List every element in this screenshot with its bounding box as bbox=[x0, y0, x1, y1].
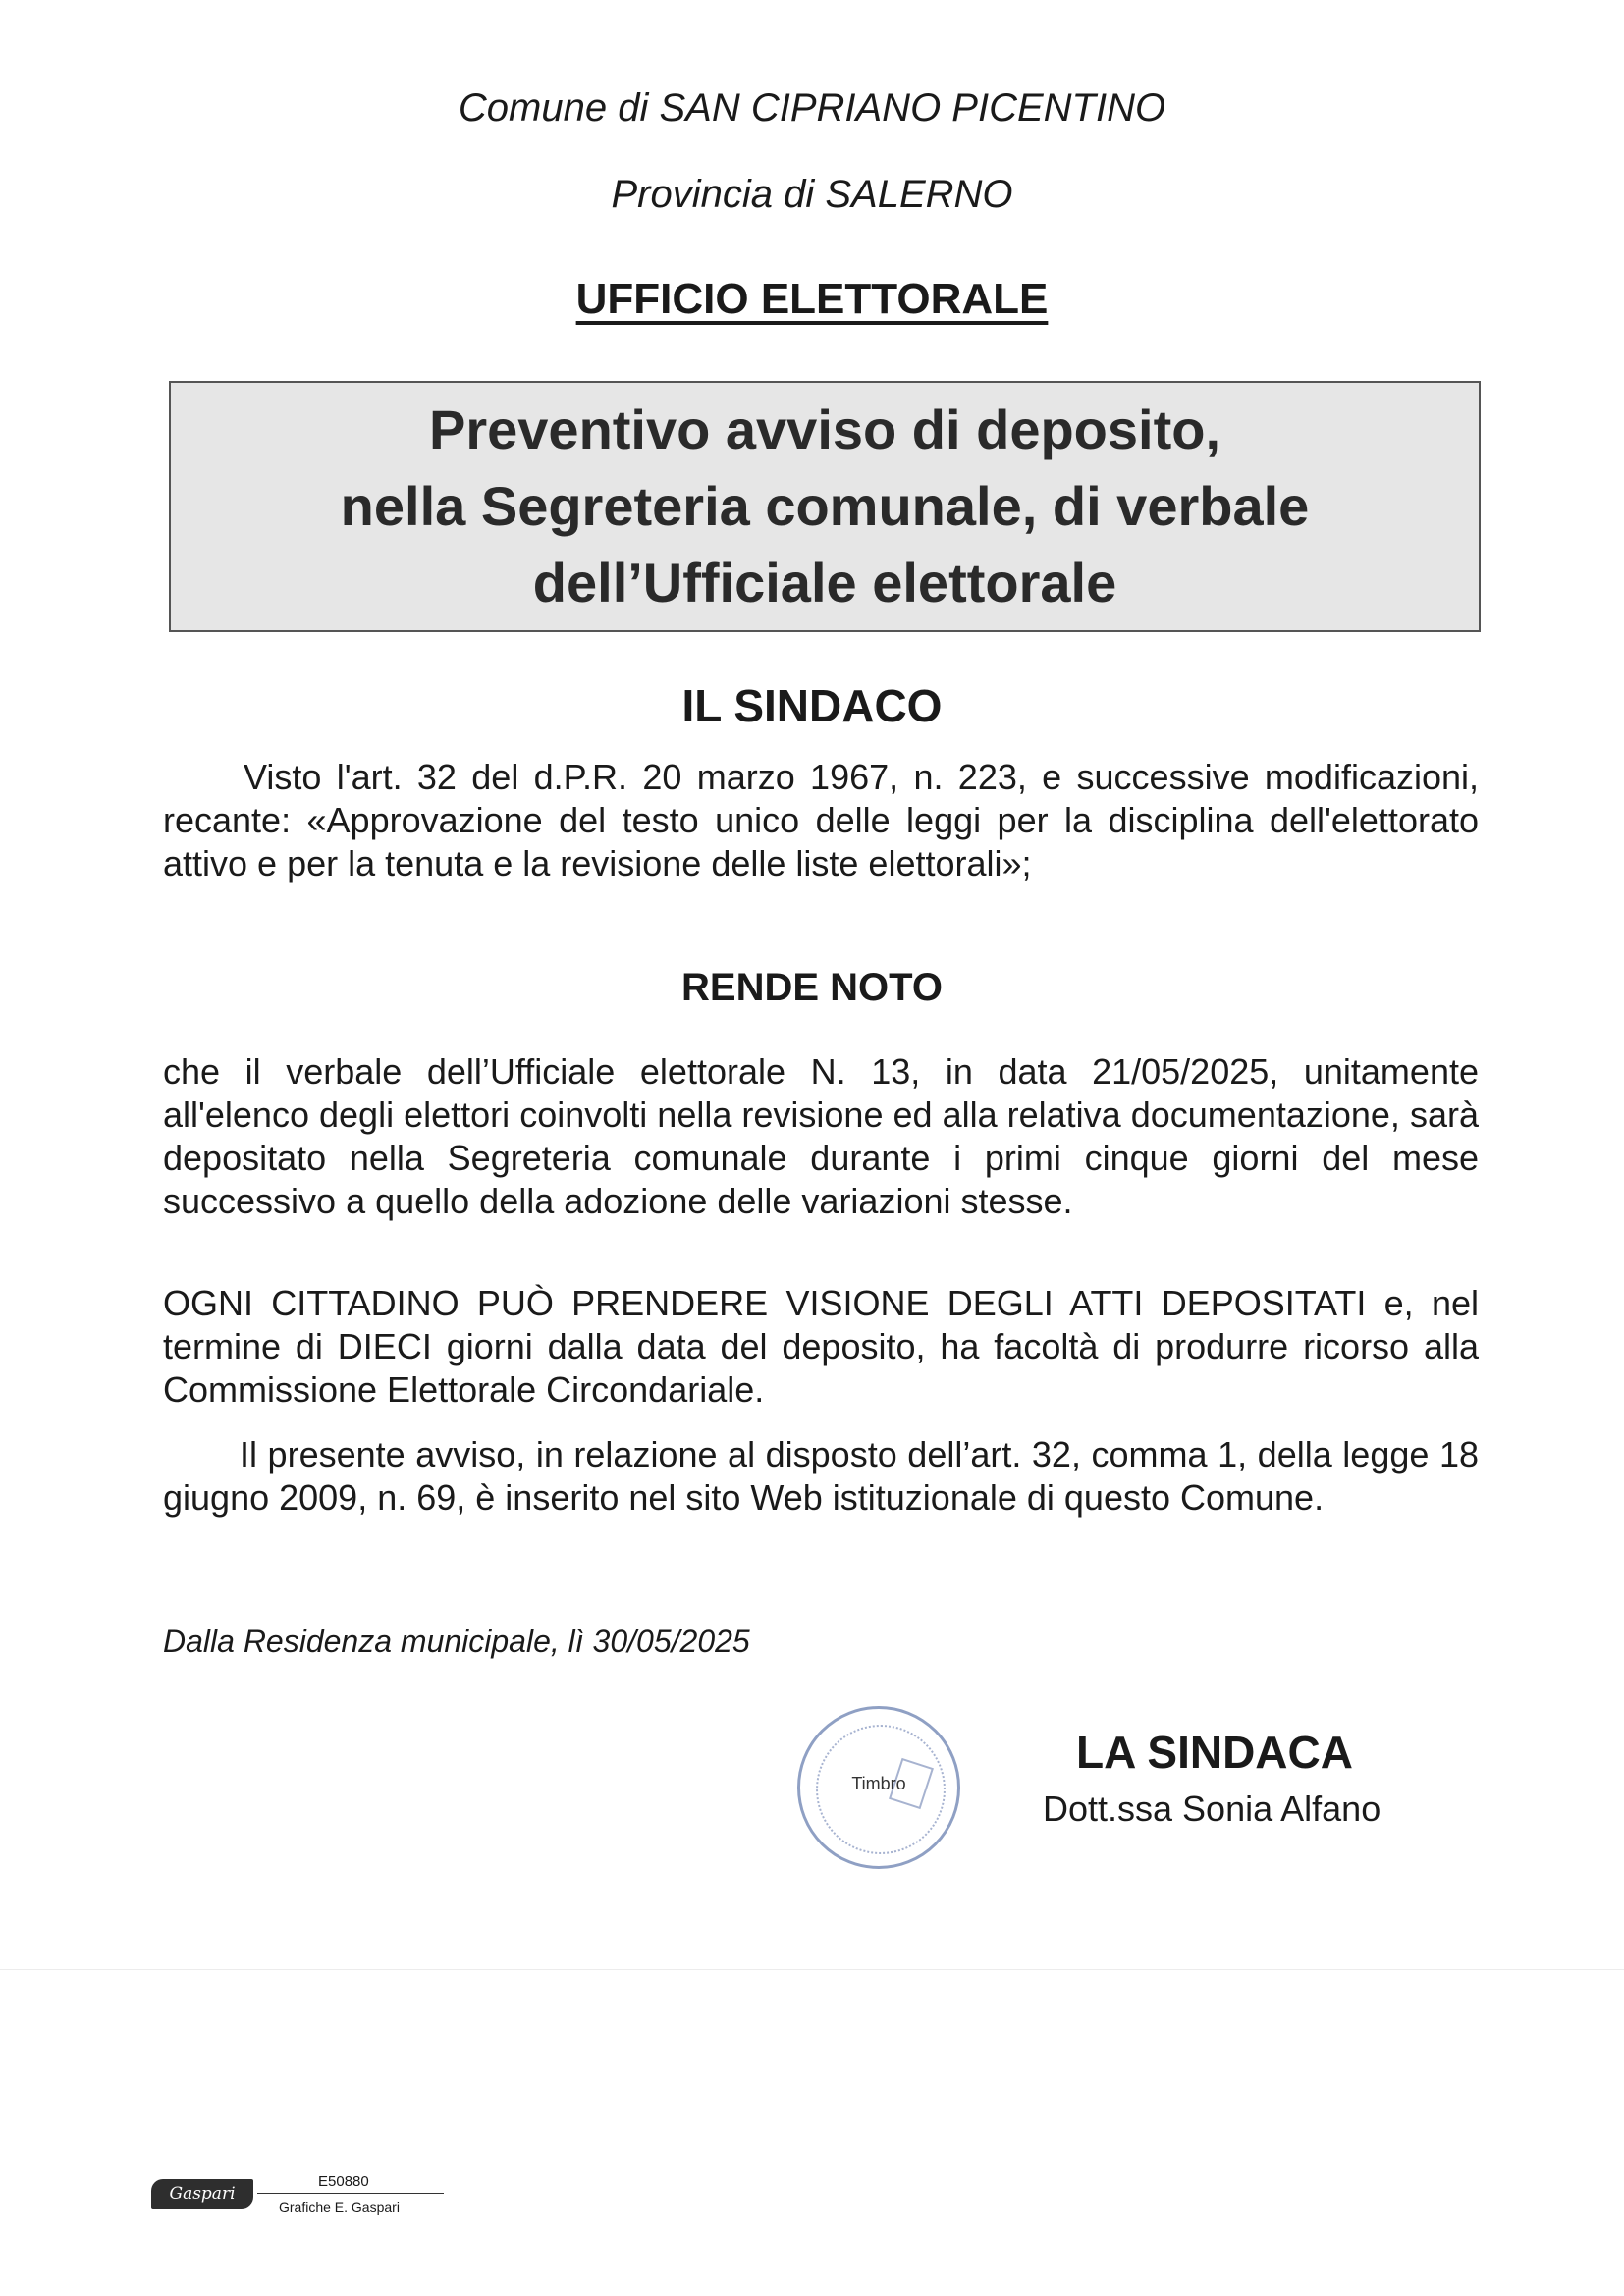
il-sindaco-heading: IL SINDACO bbox=[681, 680, 943, 731]
cittadino-paragraph: OGNI CITTADINO PUÒ PRENDERE VISIONE DEGLI ATTI DEPOSITATI e, nel termine di DIECI giorni dalla data del deposito, ha facoltà di produrre ricorso alla Commissione Elettorale Circondariale. bbox=[163, 1283, 1479, 1410]
printer-code: E50880 bbox=[318, 2173, 369, 2190]
ufficio-title: UFFICIO ELETTORALE bbox=[575, 275, 1049, 323]
printer-logo: Gaspari bbox=[151, 2179, 253, 2209]
notice-title-line: dell’Ufficiale elettorale bbox=[532, 552, 1117, 614]
notice-title-line: Preventivo avviso di deposito, bbox=[428, 399, 1220, 460]
rende-noto-heading: RENDE NOTO bbox=[681, 966, 943, 1009]
deposito-paragraph: che il verbale dell’Ufficiale elettorale N. 13, in data 21/05/2025, unitamente all'elenco degli elettori coinvolti nella revisione ed alla relativa documentazione, sarà depositato nella Segreteria comunale durante i primi cinque giorni del mese successivo a quello della adozione delle variazioni stesse. bbox=[163, 1051, 1479, 1221]
divider bbox=[0, 1969, 1624, 1970]
signer-name: Dott.ssa Sonia Alfano bbox=[1043, 1789, 1381, 1829]
notice-title-box bbox=[169, 381, 1481, 632]
printer-name: Grafiche E. Gaspari bbox=[279, 2199, 400, 2215]
notice-title-line: nella Segreteria comunale, di verbale bbox=[340, 475, 1310, 537]
printer-divider bbox=[257, 2193, 444, 2194]
presente-paragraph: Il presente avviso, in relazione al disposto dell’art. 32, comma 1, della legge 18 giugno 2009, n. 69, è inserito nel sito Web istituzionale di questo Comune. bbox=[163, 1434, 1479, 1518]
visto-paragraph: Visto l'art. 32 del d.P.R. 20 marzo 1967, n. 223, e successive modificazioni, recante: «Approvazione del testo unico delle leggi per la disciplina dell'elettorato attivo e per la tenuta e la revisione delle liste elettorali»; bbox=[163, 757, 1479, 883]
comune-header: Comune di SAN CIPRIANO PICENTINO bbox=[458, 86, 1166, 130]
date-place-line: Dalla Residenza municipale, lì 30/05/2025 bbox=[163, 1624, 750, 1659]
official-stamp bbox=[797, 1706, 960, 1869]
stamp-label: Timbro bbox=[851, 1774, 906, 1793]
signer-role: LA SINDACA bbox=[1076, 1727, 1353, 1778]
provincia-header: Provincia di SALERNO bbox=[611, 173, 1013, 216]
